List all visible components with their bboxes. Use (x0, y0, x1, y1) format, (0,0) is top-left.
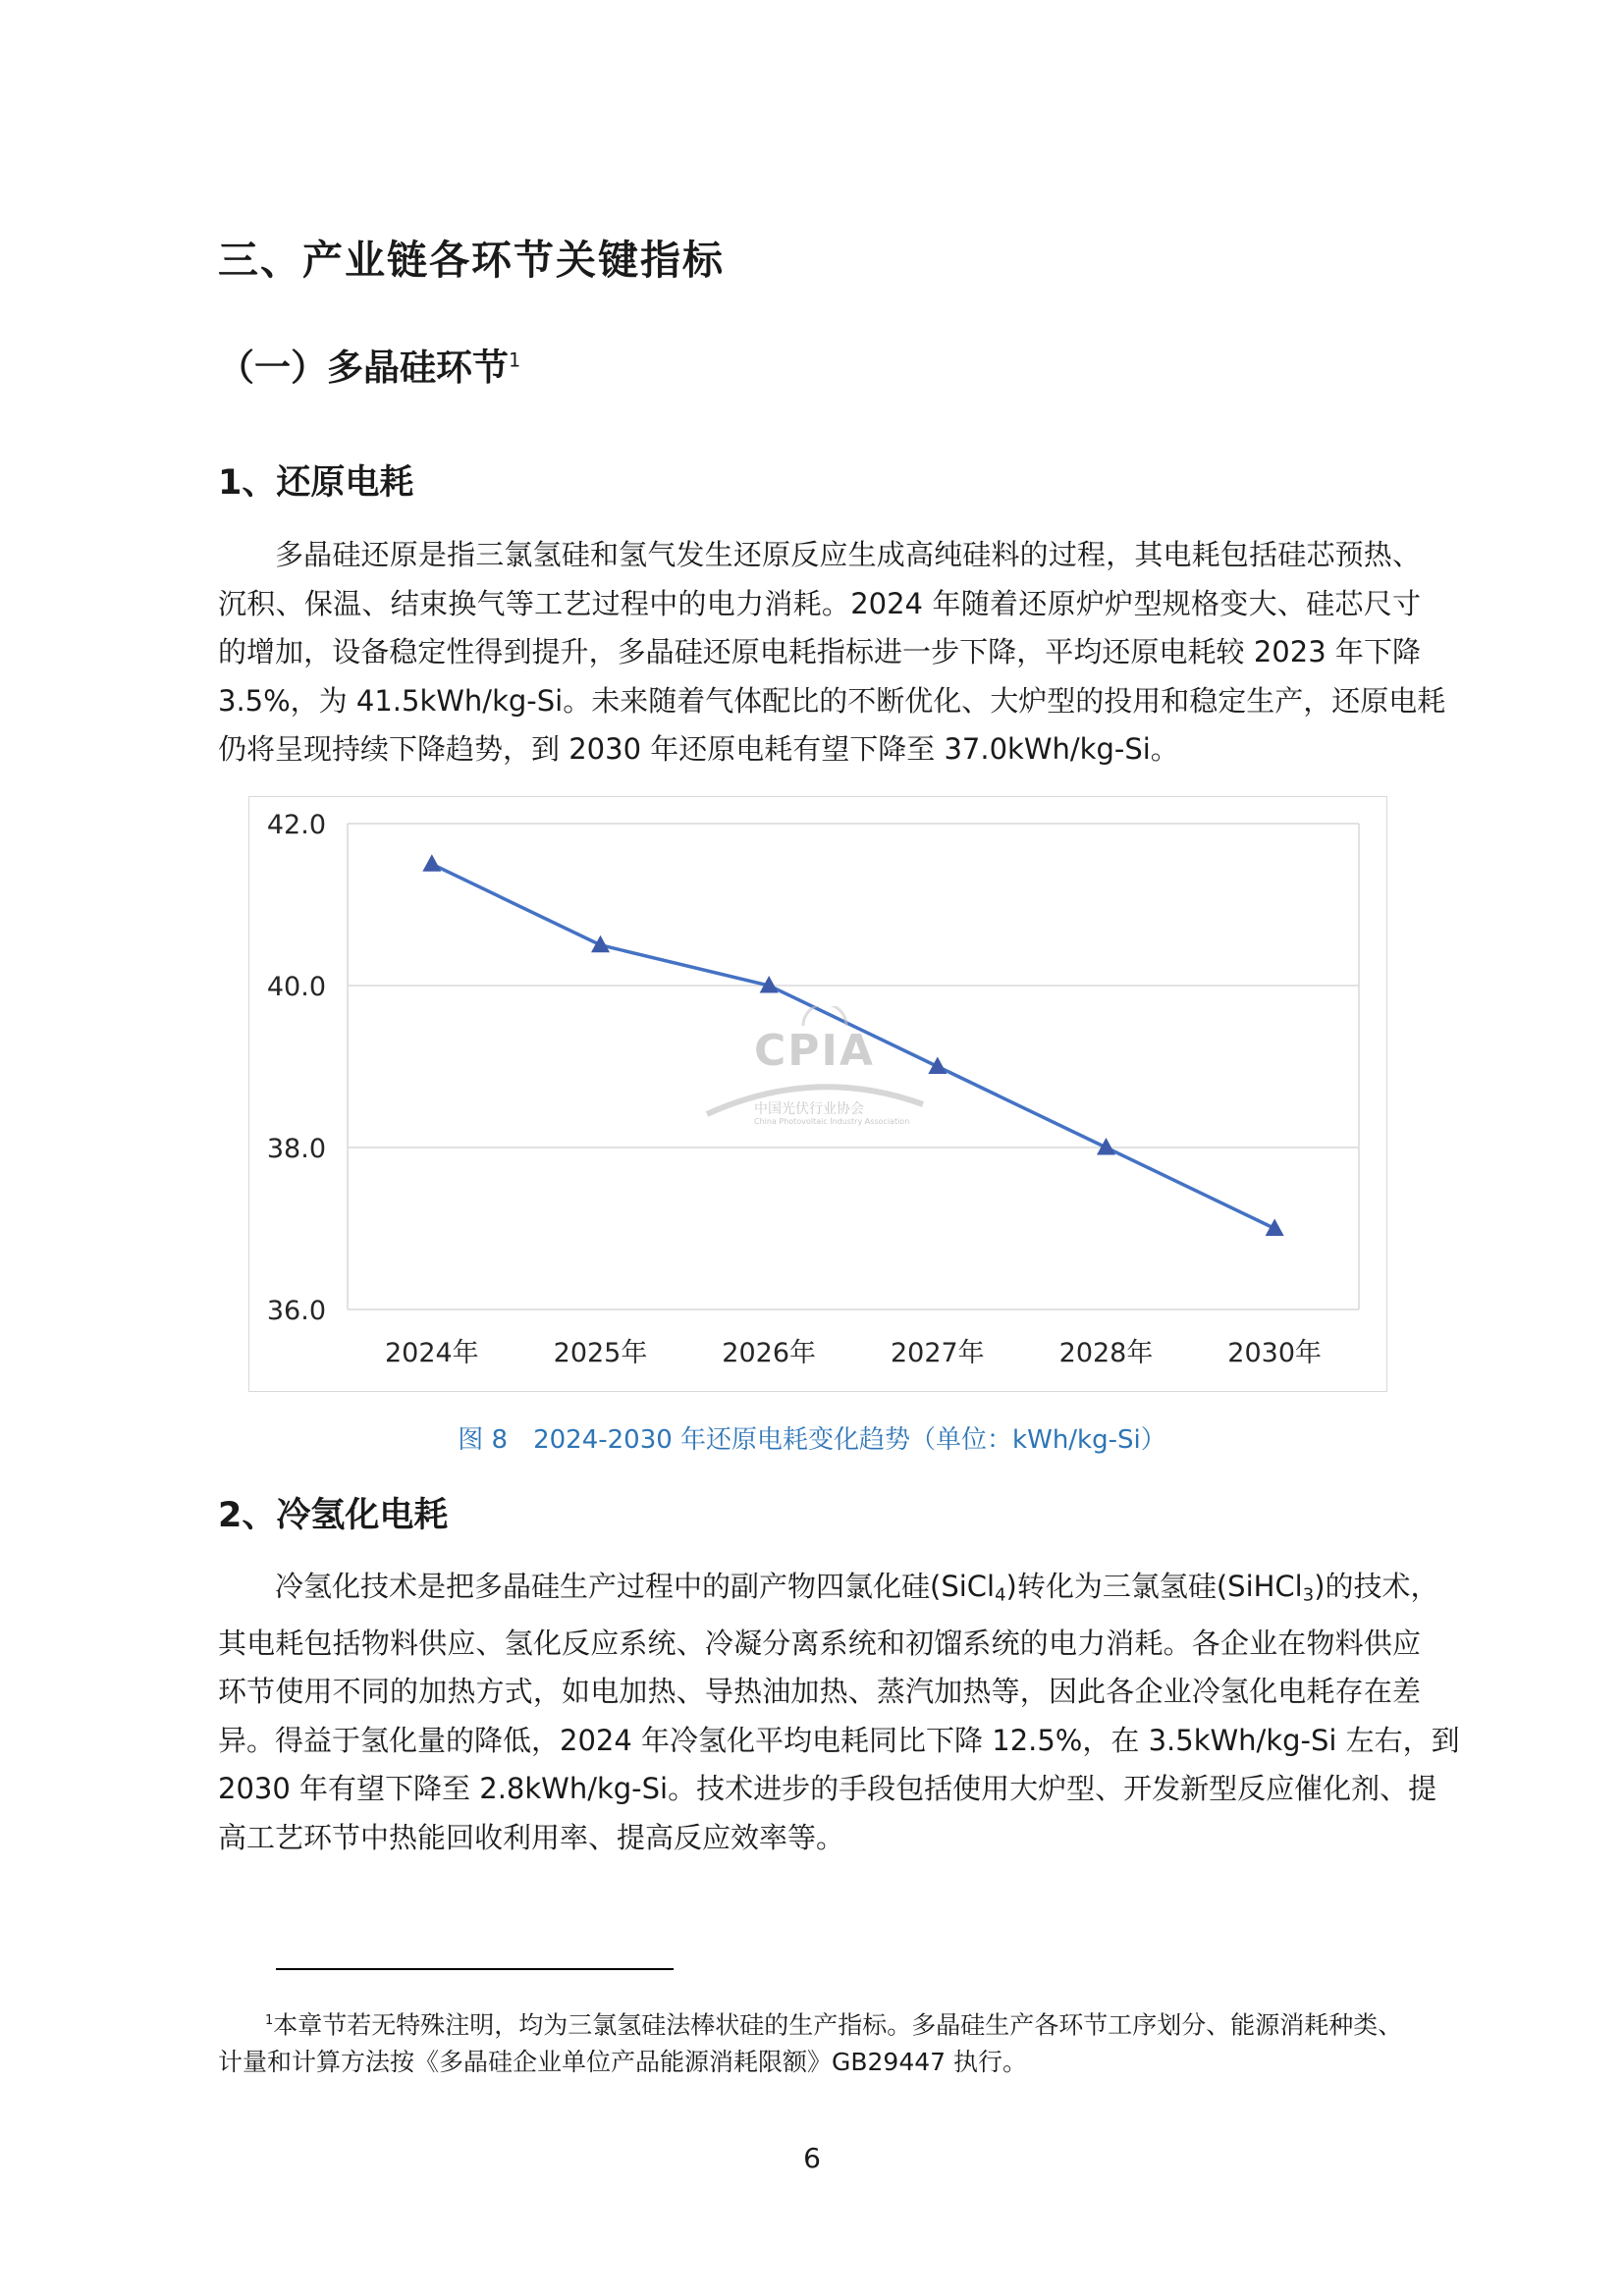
paragraph-line: 环节使用不同的加热方式，如电加热、导热油加热、蒸汽加热等，因此各企业冷氢化电耗存在差 (218, 1675, 1421, 1709)
subscript: 4 (995, 1584, 1006, 1606)
watermark-letters: CPIA (754, 1026, 875, 1076)
x-tick-label: 2027年 (890, 1338, 985, 1368)
paragraph-line: 多晶硅还原是指三氯氢硅和氢气发生还原反应生成高纯硅料的过程，其电耗包括硅芯预热、 (275, 538, 1421, 571)
line-segment: 冷氢化技术是把多晶硅生产过程中的副产物四氯化硅(SiCl (275, 1570, 996, 1603)
footnote-mark: 1 (265, 2013, 274, 2028)
x-tick-label: 2026年 (722, 1338, 817, 1368)
line-segment: )转化为三氯氢硅(SiHCl (1005, 1570, 1303, 1603)
part1-heading: 1、还原电耗 (218, 463, 414, 503)
footnote-text: 本章节若无特殊注明，均为三氯氢硅法棒状硅的生产指标。多晶硅生产各环节工序划分、能源消耗种类、 (273, 2010, 1403, 2040)
part2-paragraph (218, 1563, 1460, 1862)
data-point-triangle (1097, 1138, 1115, 1155)
paragraph-line: 2030 年有望下降至 2.8kWh/kg-Si。技术进步的手段包括使用大炉型、开发新型反应催化剂、提 (218, 1772, 1437, 1806)
data-point-triangle (422, 854, 441, 872)
figure-caption: 图 8 2024-2030 年还原电耗变化趋势（单位：kWh/kg-Si） (458, 1425, 1166, 1455)
data-point-triangle (591, 935, 610, 953)
paragraph-line: 仍将呈现持续下降趋势，到 2030 年还原电耗有望下降至 37.0kWh/kg-Si。 (218, 732, 1179, 766)
subsection-title (218, 338, 520, 391)
paragraph-line: 高工艺环节中热能回收利用率、提高反应效率等。 (218, 1820, 845, 1854)
cpia-watermark (697, 1006, 933, 1134)
footnote (218, 2002, 1421, 2081)
paragraph-line: 沉积、保温、结束换气等工艺过程中的电力消耗。2024 年随着还原炉炉型规格变大、硅芯尺寸 (218, 586, 1421, 620)
footnote-divider (276, 1968, 674, 1970)
paragraph-line (218, 1563, 1439, 1620)
paragraph-line: 的增加，设备稳定性得到提升，多晶硅还原电耗指标进一步下降，平均还原电耗较 2023 年下降 (218, 635, 1421, 668)
y-tick-label: 38.0 (266, 1134, 326, 1164)
x-tick-label: 2028年 (1058, 1338, 1154, 1368)
footnote-ref[interactable]: 1 (509, 348, 521, 372)
watermark-org-cn: 中国光伏行业协会 (754, 1101, 864, 1117)
data-point-triangle (1266, 1219, 1284, 1237)
y-tick-label: 42.0 (266, 810, 326, 840)
paragraph-line: 异。得益于氢化量的降低，2024 年冷氢化平均电耗同比下降 12.5%，在 3.5kWh/kg-Si 左右，到 (218, 1723, 1460, 1757)
subscript: 3 (1302, 1584, 1315, 1606)
y-tick-label: 36.0 (266, 1296, 326, 1326)
x-tick-label: 2024年 (384, 1338, 479, 1368)
y-tick-label: 40.0 (266, 972, 326, 1002)
line-segment: )的技术， (1314, 1570, 1439, 1603)
footnote-line: 计量和计算方法按《多晶硅企业单位产品能源消耗限额》GB29447 执行。 (218, 2048, 1028, 2077)
part2-heading: 2、冷氢化电耗 (218, 1496, 449, 1535)
watermark-org-en: China Photovoltaic Industry Association (754, 1117, 910, 1126)
page-number: 6 (803, 2142, 821, 2174)
x-tick-label: 2025年 (553, 1338, 648, 1368)
part1-paragraph (218, 531, 1446, 774)
section-title: 三、产业链各环节关键指标 (218, 237, 725, 284)
paragraph-line: 3.5%，为 41.5kWh/kg-Si。未来随着气体配比的不断优化、大炉型的投用和稳定生产，还原电耗 (218, 683, 1446, 718)
paragraph-line: 其电耗包括物料供应、氢化反应系统、冷凝分离系统和初馏系统的电力消耗。各企业在物料供应 (218, 1626, 1421, 1660)
subsection-title-text: （一）多晶硅环节 (218, 347, 509, 389)
footnote-line (218, 2002, 1421, 2044)
x-tick-label: 2030年 (1227, 1338, 1323, 1368)
